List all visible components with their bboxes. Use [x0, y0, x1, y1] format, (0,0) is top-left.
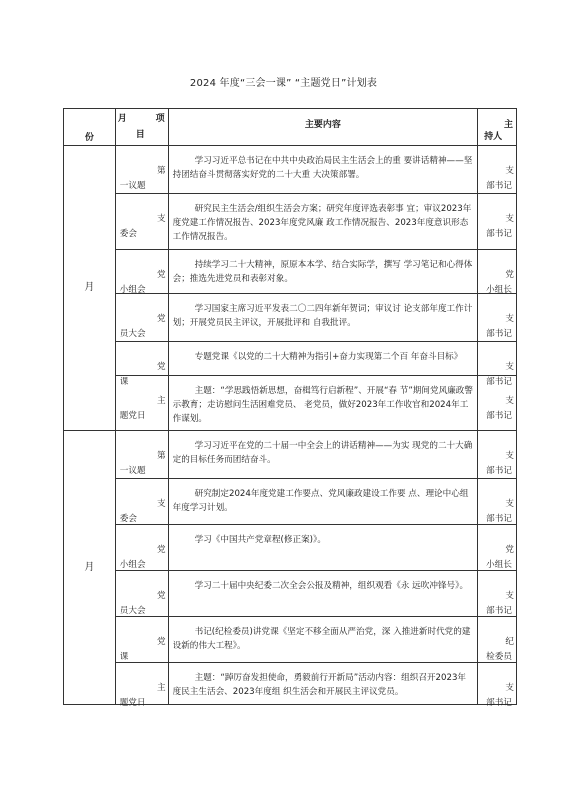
item-label-part-a: 第	[157, 166, 166, 176]
content-cell	[168, 146, 478, 194]
content-text: 学习二十届中央纪委二次全会公报及精神，组织观看《永 远吹冲锋号》。	[194, 581, 469, 591]
table-row	[64, 431, 517, 479]
content-text: 研究民主生活会/组织生活会方案；研究年度评选表彰事 宜；审议2023年度党建工作情况报告、2023年度党风廉 政工作情况报告、2023年度意识形态工作情况报告。	[172, 204, 472, 242]
item-cell	[115, 431, 168, 479]
month-label: 月	[84, 282, 95, 293]
item-cell	[115, 376, 168, 431]
host-cell	[478, 617, 517, 663]
month-label: 月	[84, 561, 95, 573]
host-label-part-b: 部书记	[486, 606, 512, 616]
table-row	[64, 342, 517, 376]
content-text: 持续学习二十大精神，原原本本学、结合实际学，撰写 学习笔记和心得体会；推选先进党员和表彰对象。	[172, 260, 473, 284]
host-label-part-a: 支	[505, 499, 514, 509]
item-label-part-b: 题党日	[119, 698, 146, 708]
host-label-part-b: 小组长	[486, 560, 512, 570]
host-label-part-b: 部书记	[486, 229, 512, 239]
host-label-part-b: 部书记	[486, 181, 512, 191]
host-cell	[478, 431, 517, 479]
host-cell	[478, 376, 517, 431]
page-title: 2024 年度“三会一课” “主题党日”计划表	[189, 78, 378, 89]
item-label-part-a: 主	[157, 396, 166, 406]
content-cell	[168, 663, 478, 705]
item-label-part-a: 第	[157, 451, 166, 461]
item-cell	[115, 294, 168, 342]
table-row	[64, 250, 517, 294]
content-text: 研究制定2024年度党建工作要点、党风廉政建设工作要 点、理论中心组年度学习计划。	[172, 489, 469, 513]
content-cell	[168, 342, 478, 376]
item-cell	[115, 571, 168, 617]
item-label-part-b: 课	[119, 377, 129, 387]
item-label-part-b: 委会	[119, 229, 137, 239]
table-row	[64, 194, 517, 250]
header-month-label: 份	[84, 133, 94, 143]
item-label-part-a: 主	[157, 683, 166, 693]
host-cell	[478, 525, 517, 571]
content-text: 主题：“踔厉奋发担使命，勇毅前行开新局”活动内容：组织召开2023年度民主生活会、2023年度组 织生活会和开展民主评议党员。	[172, 673, 467, 697]
content-text: 主题：“学思践悟新思想，奋楫笃行启新程”、开展“春 节”期间党风廉政警示教育；走访慰问生活困难党员、 老党员，做好2023年工作收官和2024年工作谋划。	[172, 386, 473, 424]
item-cell	[115, 342, 168, 387]
host-label-part-a: 支	[505, 362, 514, 372]
host-label-part-a: 支	[505, 214, 514, 224]
item-cell	[115, 146, 168, 194]
content-text: 学习习近平总书记在中共中央政治局民主生活会上的重 要讲话精神——坚持团结奋斗贯彻落实好党的二十大重 大决策部署。	[172, 156, 473, 180]
host-label-part-a: 党	[505, 545, 514, 555]
table-header-row	[64, 109, 517, 146]
table-row	[64, 525, 517, 571]
host-label-part-a: 支	[505, 166, 514, 176]
item-cell	[115, 194, 168, 250]
table-row	[64, 146, 517, 194]
content-cell	[168, 617, 478, 663]
table-row	[64, 663, 517, 705]
item-label-part-b: 小组会	[119, 560, 146, 570]
item-cell	[115, 250, 168, 294]
host-label-part-b: 部书记	[486, 698, 512, 708]
header-host-cell	[478, 109, 517, 146]
table-row	[64, 571, 517, 617]
header-host-label-b: 持人	[484, 132, 503, 142]
item-label-part-a: 党	[157, 362, 166, 372]
item-label-part-a: 支	[157, 499, 166, 509]
content-text: 学习习近平在党的二十届一中全会上的讲话精神——为实 现党的二十大确定的目标任务而团结奋斗。	[172, 441, 473, 465]
table-row	[64, 294, 517, 342]
content-cell	[168, 250, 478, 294]
header-month-cell	[64, 109, 116, 146]
content-text: 学习《中国共产党章程(修正案)》。	[194, 535, 326, 545]
item-label-part-a: 党	[157, 637, 166, 647]
content-text: 专题党课《以党的二十大精神为指引+奋力实现第二个百 年奋斗目标》	[194, 352, 463, 362]
host-label-part-b: 小组长	[486, 285, 512, 295]
content-cell	[168, 376, 478, 431]
table-row	[64, 479, 517, 525]
host-label-part-a: 支	[505, 314, 514, 324]
host-label-part-a: 纪	[505, 637, 514, 647]
content-cell	[168, 479, 478, 525]
host-label-part-a: 支	[505, 396, 514, 406]
host-cell	[478, 294, 517, 342]
item-label-part-b: 题党日	[119, 411, 146, 421]
plan-table	[63, 108, 517, 708]
item-label-part-b: 委会	[119, 514, 137, 524]
item-label-part-b: 员大会	[119, 606, 146, 616]
item-cell	[115, 663, 168, 708]
host-cell	[478, 479, 517, 525]
item-label-part-b: 一议题	[119, 466, 146, 476]
item-label-part-b: 员大会	[119, 329, 146, 339]
content-cell	[168, 294, 478, 342]
host-cell	[478, 250, 517, 294]
host-label-part-b: 部书记	[486, 329, 512, 339]
host-cell	[478, 342, 517, 387]
host-cell	[478, 194, 517, 250]
header-host-label-a: 主	[503, 120, 513, 130]
month-cell	[64, 431, 116, 705]
item-cell	[115, 525, 168, 571]
item-label-part-a: 党	[157, 314, 166, 324]
host-label-part-b: 部书记	[486, 377, 512, 387]
host-cell	[478, 571, 517, 617]
host-label-part-a: 支	[505, 451, 514, 461]
host-label-part-b: 部书记	[486, 466, 512, 476]
content-cell	[168, 571, 478, 617]
table-row	[64, 376, 517, 431]
item-cell	[115, 479, 168, 525]
host-label-part-b: 部书记	[486, 514, 512, 524]
host-label-part-a: 党	[505, 270, 514, 280]
header-item-prefix: 月	[117, 114, 127, 124]
header-content-cell	[168, 109, 478, 146]
header-item-label-a: 项	[155, 114, 165, 124]
content-cell	[168, 525, 478, 571]
host-cell	[478, 146, 517, 194]
item-label-part-b: 一议题	[119, 181, 146, 191]
table-row	[64, 617, 517, 663]
content-cell	[168, 194, 478, 250]
host-label-part-a: 支	[505, 591, 514, 601]
host-label-part-b: 检委员	[486, 652, 512, 662]
header-content-label: 主要内容	[304, 120, 341, 130]
item-label-part-a: 党	[157, 270, 166, 280]
content-cell	[168, 431, 478, 479]
content-text: 学习国家主席习近平发表二〇二四年新年贺词；审议讨 论支部年度工作计划；开展党员民主评议，开展批评和 自我批评。	[172, 304, 473, 328]
item-label-part-b: 课	[119, 652, 129, 662]
host-cell	[478, 663, 517, 708]
item-label-part-b: 小组会	[119, 285, 146, 295]
item-label-part-a: 支	[157, 214, 166, 224]
month-cell	[64, 146, 116, 431]
item-label-part-a: 党	[157, 545, 166, 555]
header-item-cell	[115, 109, 168, 146]
content-text: 书记(纪检委员)讲党课《坚定不移全面从严治党，深 入推进新时代党的建设新的伟大工程》。	[172, 627, 471, 651]
header-item-label-b: 目	[135, 130, 145, 140]
host-label-part-a: 支	[505, 683, 514, 693]
host-label-part-b: 部书记	[486, 411, 512, 421]
item-cell	[115, 617, 168, 663]
item-label-part-a: 党	[157, 591, 166, 601]
